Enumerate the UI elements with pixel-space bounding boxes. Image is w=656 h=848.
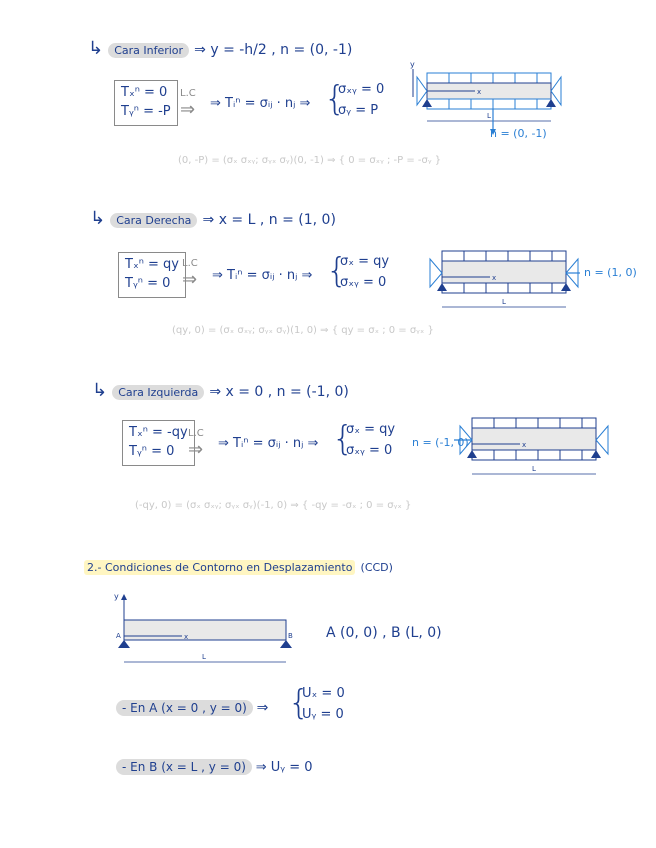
- normal-label-inferior: n = (0, -1): [490, 127, 547, 140]
- result-line-1: σₓ = qy: [346, 422, 396, 437]
- traction-x: Tₓⁿ = -qy: [129, 425, 188, 440]
- lc-arrow-derecha: [182, 258, 198, 290]
- cond-a-label: - En A (x = 0 , y = 0): [116, 700, 253, 716]
- ccd-title-suffix: (CCD): [360, 561, 393, 574]
- x-axis-label: x: [492, 274, 497, 282]
- result-inferior: [324, 80, 384, 122]
- double-arrow-icon: ⇒: [188, 439, 204, 460]
- brace-icon: {: [288, 683, 310, 723]
- traction-y: Tᵧⁿ = 0: [125, 275, 171, 291]
- hook-arrow-icon: ↳: [92, 380, 108, 401]
- brace-icon: {: [332, 419, 354, 459]
- point-b: B (L, 0): [391, 625, 442, 641]
- length-label: L: [202, 653, 206, 661]
- double-arrow-icon: ⇒: [182, 269, 198, 290]
- cond-b-line-1: ⇒ Uᵧ = 0: [255, 760, 313, 775]
- ccd-cond-b: [116, 760, 313, 775]
- x-axis-label: x: [522, 441, 527, 449]
- result-line-2: σₓᵧ = 0: [340, 274, 387, 290]
- section-derecha-heading: [90, 208, 336, 229]
- ccd-points: A (0, 0) , B (L, 0): [326, 625, 442, 641]
- faint-equation-inferior: (0, -P) = (σₓ σₓᵧ; σᵧₓ σᵧ)(0, -1) ⇒ { 0 = σₓᵧ ; -P = -σᵧ }: [178, 155, 442, 166]
- section-izquierda-heading: [92, 380, 349, 401]
- traction-box-derecha: [118, 252, 186, 298]
- lc-label: L.C: [180, 88, 196, 99]
- section-label: Cara Derecha: [110, 213, 197, 228]
- normal-label-izquierda: n = (-1, 0): [412, 436, 469, 449]
- lc-label: L.C: [188, 428, 204, 439]
- traction-y: Tᵧⁿ = -P: [121, 103, 171, 119]
- point-a: A (0, 0): [326, 625, 378, 641]
- x-axis-label: x: [184, 633, 189, 641]
- ccd-title-text: 2.- Condiciones de Contorno en Desplazamiento: [84, 560, 355, 575]
- length-label: L: [502, 298, 506, 306]
- support-b-label: B: [288, 632, 293, 640]
- faint-equation-izquierda: (-qy, 0) = (σₓ σₓᵧ; σᵧₓ σᵧ)(-1, 0) ⇒ { -qy = -σₓ ; 0 = σᵧₓ }: [135, 500, 412, 511]
- relation-inferior: ⇒ Tᵢⁿ = σᵢⱼ · nⱼ ⇒: [210, 96, 311, 111]
- relation-derecha: ⇒ Tᵢⁿ = σᵢⱼ · nⱼ ⇒: [212, 268, 313, 283]
- lc-arrow-izquierda: [188, 428, 204, 460]
- traction-box-inferior: [114, 80, 178, 126]
- traction-x: Tₓⁿ = 0: [121, 85, 168, 100]
- result-line-2: σₓᵧ = 0: [346, 442, 393, 458]
- section-condition: ⇒ y = -h/2 , n = (0, -1): [194, 42, 353, 58]
- traction-x: Tₓⁿ = qy: [125, 257, 179, 272]
- normal-label-derecha: n = (1, 0): [584, 266, 637, 279]
- double-arrow-icon: ⇒: [180, 99, 196, 120]
- brace-icon: {: [326, 251, 348, 291]
- ccd-title: [84, 556, 393, 575]
- x-axis-label: x: [477, 88, 482, 96]
- beam-diagram-derecha: [412, 245, 582, 320]
- length-label: L: [487, 112, 491, 120]
- lc-arrow-inferior: [180, 88, 196, 120]
- length-label: L: [532, 465, 536, 473]
- hook-arrow-icon: ↳: [90, 208, 106, 229]
- y-axis-label: y: [410, 60, 415, 69]
- traction-box-izquierda: [122, 420, 195, 466]
- cond-a-line-2: Uᵧ = 0: [302, 706, 344, 722]
- beam-diagram-ccd: [110, 590, 300, 670]
- brace-icon: {: [324, 79, 346, 119]
- support-a-label: A: [116, 632, 121, 640]
- y-axis-label: y: [114, 592, 119, 601]
- section-condition: ⇒ x = L , n = (1, 0): [202, 212, 336, 228]
- result-line-2: σᵧ = P: [338, 102, 379, 118]
- traction-y: Tᵧⁿ = 0: [129, 443, 175, 459]
- beam-diagram-izquierda: [450, 412, 620, 487]
- faint-equation-derecha: (qy, 0) = (σₓ σₓᵧ; σᵧₓ σᵧ)(1, 0) ⇒ { qy = σₓ ; 0 = σᵧₓ }: [172, 325, 434, 336]
- lc-label: L.C: [182, 258, 198, 269]
- cond-a-line-1: Uₓ = 0: [302, 686, 345, 701]
- section-inferior-heading: [88, 38, 352, 59]
- relation-izquierda: ⇒ Tᵢⁿ = σᵢⱼ · nⱼ ⇒: [218, 436, 319, 451]
- result-derecha: [326, 252, 389, 294]
- section-condition: ⇒ x = 0 , n = (-1, 0): [209, 384, 349, 400]
- result-izquierda: [332, 420, 395, 462]
- section-label: Cara Izquierda: [112, 385, 204, 400]
- result-line-1: σₓ = qy: [340, 254, 390, 269]
- ccd-cond-a: - En A (x = 0 , y = 0) ⇒: [116, 700, 268, 716]
- result-line-1: σₓᵧ = 0: [338, 82, 385, 97]
- hook-arrow-icon: ↳: [88, 38, 104, 59]
- ccd-cond-a-result: [288, 684, 345, 726]
- cond-b-label: - En B (x = L , y = 0): [116, 759, 252, 775]
- section-label: Cara Inferior: [108, 43, 189, 58]
